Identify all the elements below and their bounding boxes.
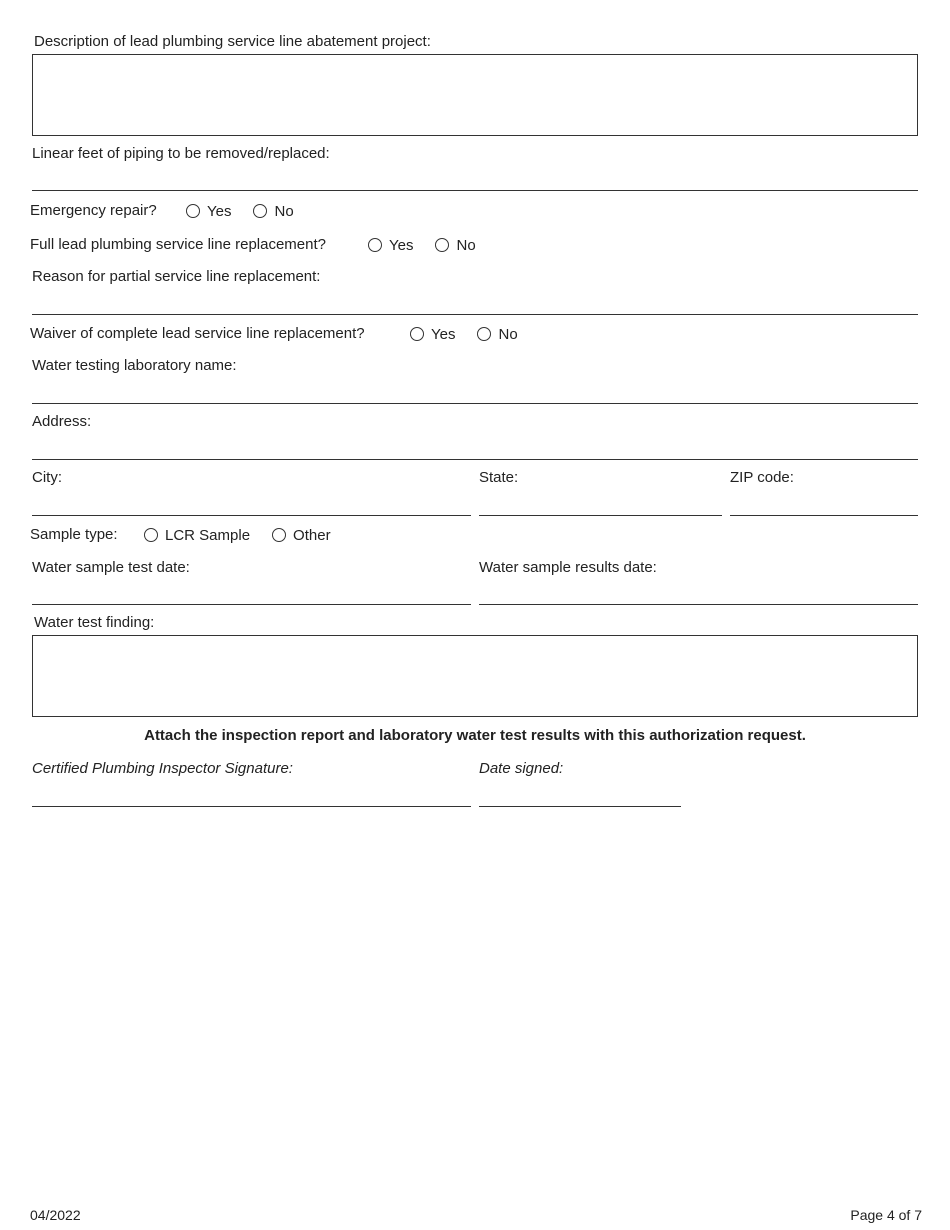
date-signed-field[interactable]: [479, 806, 681, 807]
linear-feet-label: Linear feet of piping to be removed/replaced:: [32, 145, 330, 162]
attach-note: Attach the inspection report and laboratory water test results with this authorization request.: [144, 727, 806, 744]
full-replacement-no-radio[interactable]: [435, 237, 475, 254]
emergency-yes-label: Yes: [207, 202, 232, 220]
zip-field[interactable]: [730, 515, 918, 516]
finding-label: Water test finding:: [34, 614, 155, 631]
radio-circle-icon: [186, 204, 200, 218]
lab-name-label: Water testing laboratory name:: [32, 357, 237, 374]
results-date-field[interactable]: [479, 604, 918, 605]
zip-label: ZIP code:: [730, 469, 794, 486]
waiver-no-radio[interactable]: [477, 326, 517, 343]
sample-type-lcr-label: LCR Sample: [165, 526, 251, 544]
partial-reason-label: Reason for partial service line replacement:: [32, 268, 321, 285]
partial-reason-field[interactable]: [32, 314, 918, 315]
test-date-field[interactable]: [32, 604, 471, 605]
linear-feet-field[interactable]: [32, 190, 918, 191]
radio-circle-icon: [368, 238, 382, 252]
radio-circle-icon: [435, 238, 449, 252]
radio-circle-icon: [410, 327, 424, 341]
sample-type-other-label: Other: [293, 526, 331, 544]
signature-label: Certified Plumbing Inspector Signature:: [32, 760, 293, 777]
lab-name-field[interactable]: [32, 403, 918, 404]
radio-circle-icon: [144, 528, 158, 542]
address-field[interactable]: [32, 459, 918, 460]
sample-type-radio-group: [144, 526, 353, 544]
test-date-label: Water sample test date:: [32, 559, 190, 576]
results-date-label: Water sample results date:: [479, 559, 657, 576]
footer-page-number: Page 4 of 7: [850, 1207, 922, 1223]
finding-textarea[interactable]: [32, 635, 918, 717]
sample-type-label: Sample type:: [30, 526, 118, 543]
city-field[interactable]: [32, 515, 471, 516]
description-label: Description of lead plumbing service line abatement project:: [34, 33, 431, 50]
radio-circle-icon: [477, 327, 491, 341]
waiver-yes-radio[interactable]: [410, 326, 455, 343]
waiver-yes-label: Yes: [431, 325, 456, 343]
emergency-no-radio[interactable]: [253, 203, 293, 220]
date-signed-label: Date signed:: [479, 760, 564, 777]
address-label: Address:: [32, 413, 92, 430]
state-label: State:: [479, 469, 519, 486]
city-label: City:: [32, 469, 62, 486]
sample-type-other-radio[interactable]: [272, 527, 331, 544]
full-replacement-label: Full lead plumbing service line replacement?: [30, 236, 326, 253]
emergency-repair-radio-group: [186, 202, 316, 220]
sample-type-lcr-radio[interactable]: [144, 527, 250, 544]
description-textarea[interactable]: [32, 54, 918, 136]
emergency-yes-radio[interactable]: [186, 203, 231, 220]
state-field[interactable]: [479, 515, 722, 516]
footer-date: 04/2022: [30, 1207, 81, 1223]
full-replacement-yes-radio[interactable]: [368, 237, 413, 254]
full-replacement-yes-label: Yes: [389, 236, 414, 254]
waiver-radio-group: [410, 325, 540, 343]
signature-field[interactable]: [32, 806, 471, 807]
full-replacement-radio-group: [368, 236, 498, 254]
radio-circle-icon: [272, 528, 286, 542]
waiver-label: Waiver of complete lead service line replacement?: [30, 325, 365, 342]
waiver-no-label: No: [498, 325, 518, 343]
radio-circle-icon: [253, 204, 267, 218]
full-replacement-no-label: No: [456, 236, 476, 254]
emergency-repair-label: Emergency repair?: [30, 202, 157, 219]
emergency-no-label: No: [274, 202, 294, 220]
